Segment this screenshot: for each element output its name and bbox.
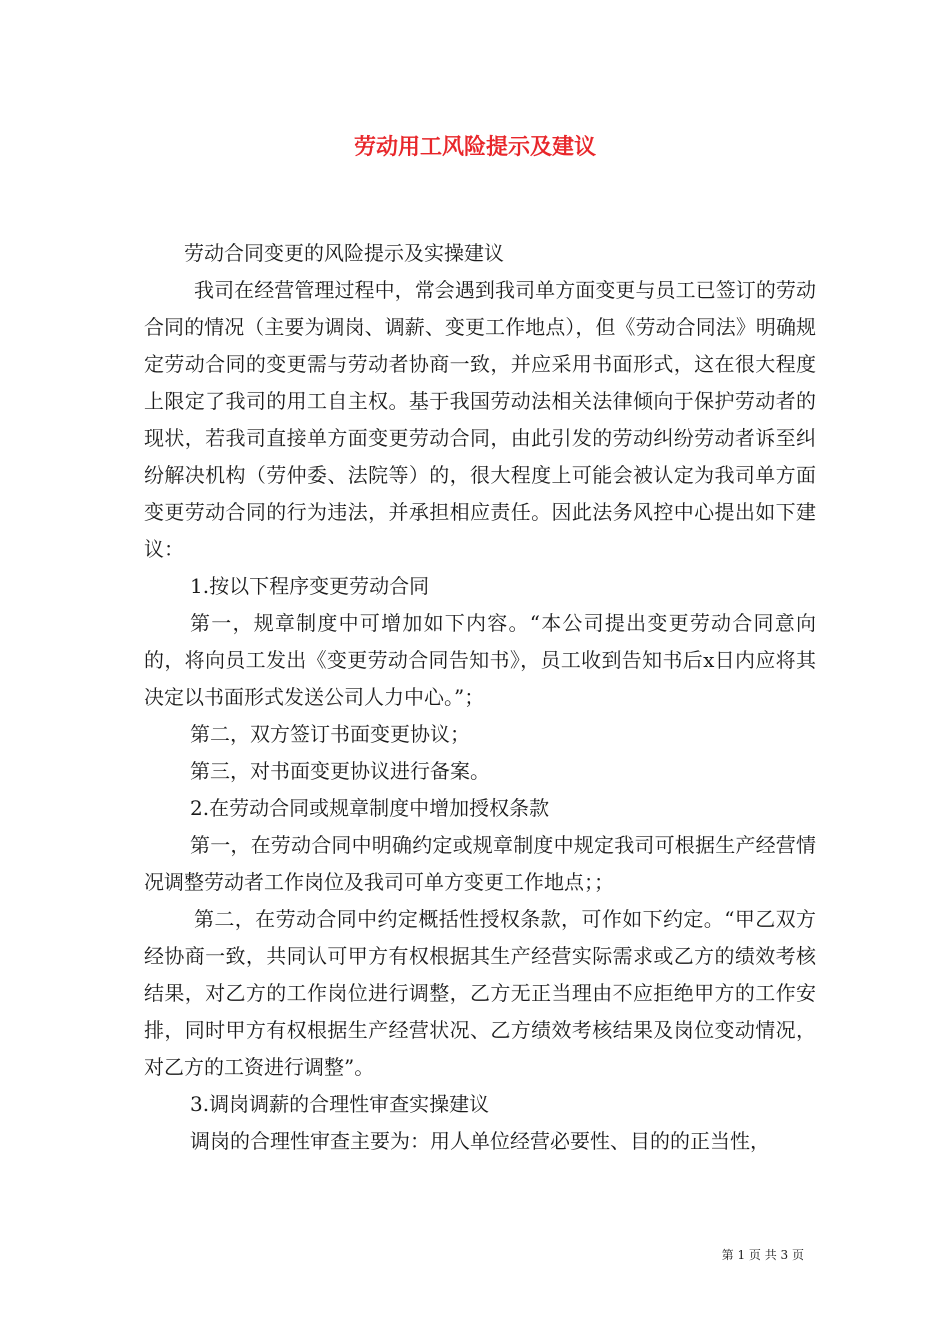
body-paragraph: 第二，双方签订书面变更协议；	[190, 722, 470, 746]
body-paragraph: 我司在经营管理过程中，常会遇到我司单方面变更与员工已签订的劳动合同的情况（主要为调岗、调薪、变更工作地点），但《劳动合同法》明确规定劳动合同的变更需与劳动者协商一致，并应采用书面形式，这在很大程度上限定了我司的用工自主权。基于我国劳动法相关法律倾向于保护劳动者的现状，若我司直接单方面变更劳动合同，由此引发的劳动纠纷劳动者诉至纠纷解决机构（劳仲委、法院等）的，很大程度上可能会被认定为我司单方面变更劳动合同的行为违法，并承担相应责任。因此法务风控中心提出如下建议：	[144, 278, 816, 561]
body-paragraph: 第一，在劳动合同中明确约定或规章制度中规定我司可根据生产经营情况调整劳动者工作岗位及我司可单方变更工作地点；；	[144, 833, 816, 894]
document-body	[144, 235, 816, 1160]
body-paragraph: 第一，规章制度中可增加如下内容。“本公司提出变更劳动合同意向的，将向员工发出《变更劳动合同告知书》，员工收到告知书后x日内应将其决定以书面形式发送公司人力中心。”；	[144, 611, 816, 709]
subsection-heading: 2.在劳动合同或规章制度中增加授权条款	[190, 796, 550, 820]
body-paragraph: 第三，对书面变更协议进行备案。	[190, 759, 490, 783]
page-number: 第 1 页 共 3 页	[721, 1248, 804, 1262]
body-paragraph: 第二，在劳动合同中约定概括性授权条款，可作如下约定。“甲乙双方经协商一致，共同认可甲方有权根据其生产经营实际需求或乙方的绩效考核结果，对乙方的工作岗位进行调整，乙方无正当理由不应拒绝甲方的工作安排，同时甲方有权根据生产经营状况、乙方绩效考核结果及岗位变动情况，对乙方的工资进行调整”。	[144, 907, 816, 1079]
document-title: 劳动用工风险提示及建议	[353, 134, 596, 160]
subsection-heading: 3.调岗调薪的合理性审查实操建议	[190, 1092, 490, 1116]
body-paragraph: 调岗的合理性审查主要为：用人单位经营必要性、目的的正当性，	[190, 1129, 770, 1153]
subsection-heading: 1.按以下程序变更劳动合同	[190, 574, 430, 598]
section-heading: 劳动合同变更的风险提示及实操建议	[184, 241, 504, 265]
